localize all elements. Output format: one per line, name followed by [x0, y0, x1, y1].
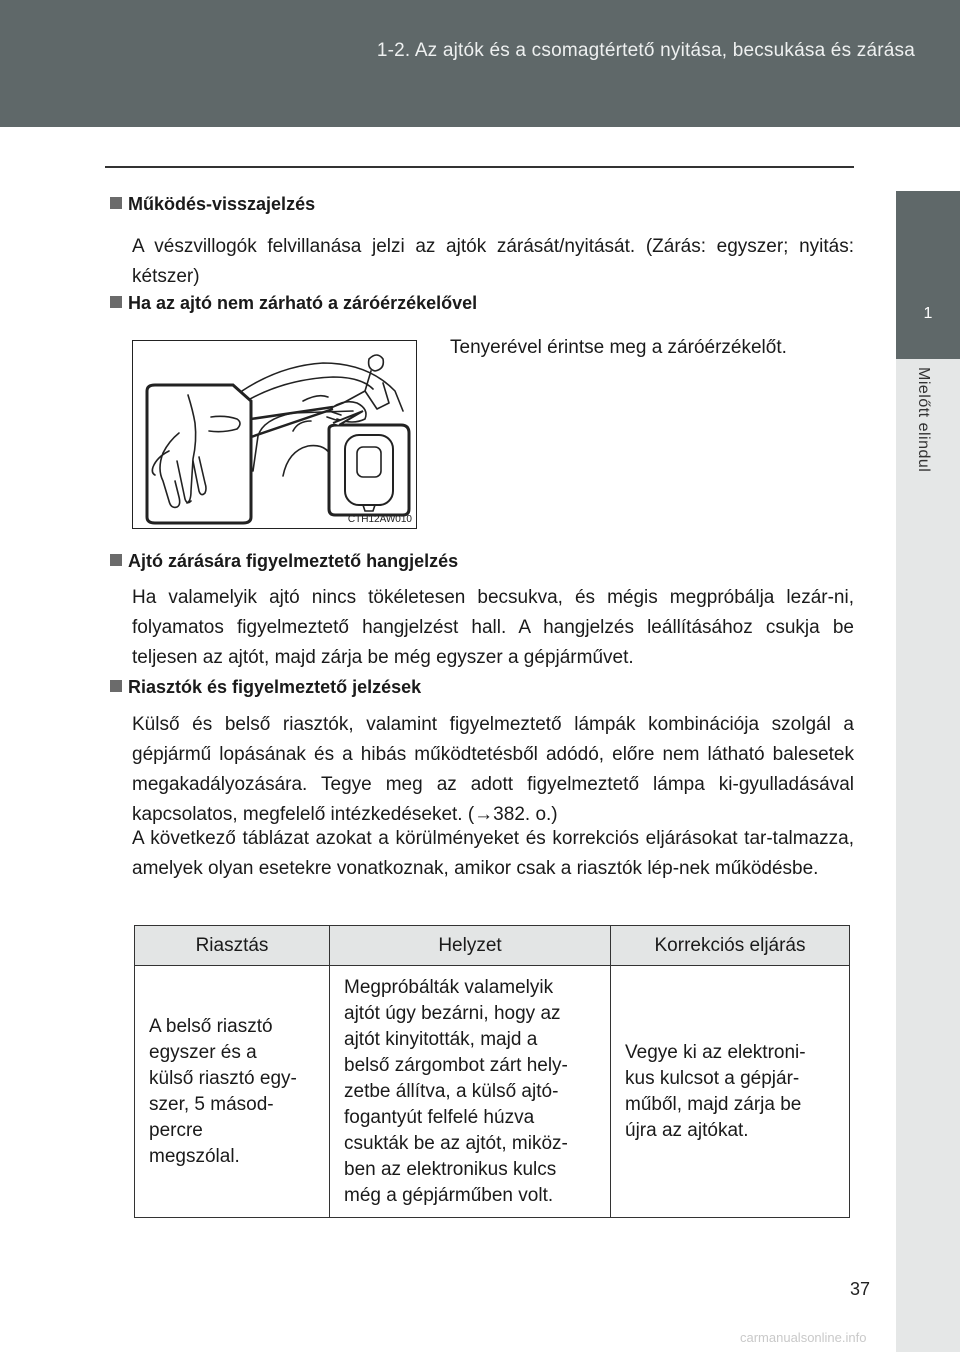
section-heading-feedback: Működés-visszajelzés — [110, 194, 315, 215]
paragraph-alarms: Külső és belső riasztók, valamint figyelmeztető lámpák kombinációja szolgál a gépjármű lopásának és a hibás működtetésből adódó, előre nem látható balesetek megakadályozására. Tegye meg az adott figyelmeztető lámpa ki-gyulladásával kapcsolatos, megfelelő intézkedéseket. (→382. o.) — [132, 714, 854, 825]
column-header-situation: Helyzet — [330, 926, 611, 966]
chapter-number: 1 — [923, 305, 933, 322]
section-heading-door-warning: Ajtó zárására figyelmeztető hangjelzés — [110, 551, 458, 572]
table-row — [135, 966, 850, 1218]
paragraph-feedback: A vészvillogók felvillanása jelzi az ajtók zárását/nyitását. (Zárás: egyszer; nyitás: kétszer) — [132, 236, 854, 287]
cell-alarm: A belső riasztó egyszer és a külső riasztó egy- szer, 5 másod- percre megszólal. — [135, 966, 330, 1218]
chapter-label-text: Mielőtt elindul — [915, 367, 932, 473]
table-header-row — [135, 926, 850, 966]
top-rule — [105, 166, 854, 168]
chapter-tab — [896, 191, 960, 359]
page-number: 37 — [850, 1279, 871, 1299]
figure-code: CTH12AW010 — [347, 514, 412, 525]
bullet-square-icon — [110, 197, 122, 209]
side-band — [896, 359, 960, 1352]
lock-sensor-illustration — [132, 340, 417, 529]
section-heading-sensor: Ha az ajtó nem zárható a záróérzékelővel — [110, 293, 477, 314]
column-header-alarm: Riasztás — [135, 926, 330, 966]
header-band — [0, 0, 960, 127]
alarm-table — [134, 925, 850, 1218]
watermark: carmanualsonline.info — [740, 1330, 867, 1345]
bullet-square-icon — [110, 680, 122, 692]
section-title: 1-2. Az ajtók és a csomagtértető nyitása, becsukása és zárása — [376, 40, 915, 61]
chapter-label — [894, 367, 958, 507]
cell-situation: Megpróbálták valamelyik ajtót úgy bezárni, hogy az ajtót kinyitották, majd a belső zárgombot zárt hely- zetbe állítva, a külső ajtó- fogantyút felfelé húzva csukták be az ajtót, miköz- ben az elektronikus kulcs még a gépjárműben volt. — [330, 966, 611, 1218]
column-header-correction: Korrekciós eljárás — [611, 926, 850, 966]
paragraph-table-intro: A következő táblázat azokat a körülményeket és korrekciós eljárásokat tar-talmazza, amelyek olyan esetekre vonatkoznak, amikor csak a riasztók lép-nek működésbe. — [132, 828, 854, 879]
car-hand-key-drawing — [133, 341, 417, 529]
bullet-square-icon — [110, 296, 122, 308]
section-heading-alarms: Riasztók és figyelmeztető jelzések — [110, 677, 421, 698]
figure-caption: Tenyerével érintse meg a záróérzékelőt. — [450, 337, 787, 358]
bullet-square-icon — [110, 554, 122, 566]
cell-correction: Vegye ki az elektroni- kus kulcsot a gépjár- műből, majd zárja be újra az ajtókat. — [611, 966, 850, 1218]
paragraph-door-warning: Ha valamelyik ajtó nincs tökéletesen becsukva, és mégis megpróbálja lezár-ni, folyamatos figyelmeztető hangjelzést hall. A hangjelzés leállításához csukja be teljesen az ajtót, majd zárja be még egyszer a gépjárművet. — [132, 587, 854, 668]
